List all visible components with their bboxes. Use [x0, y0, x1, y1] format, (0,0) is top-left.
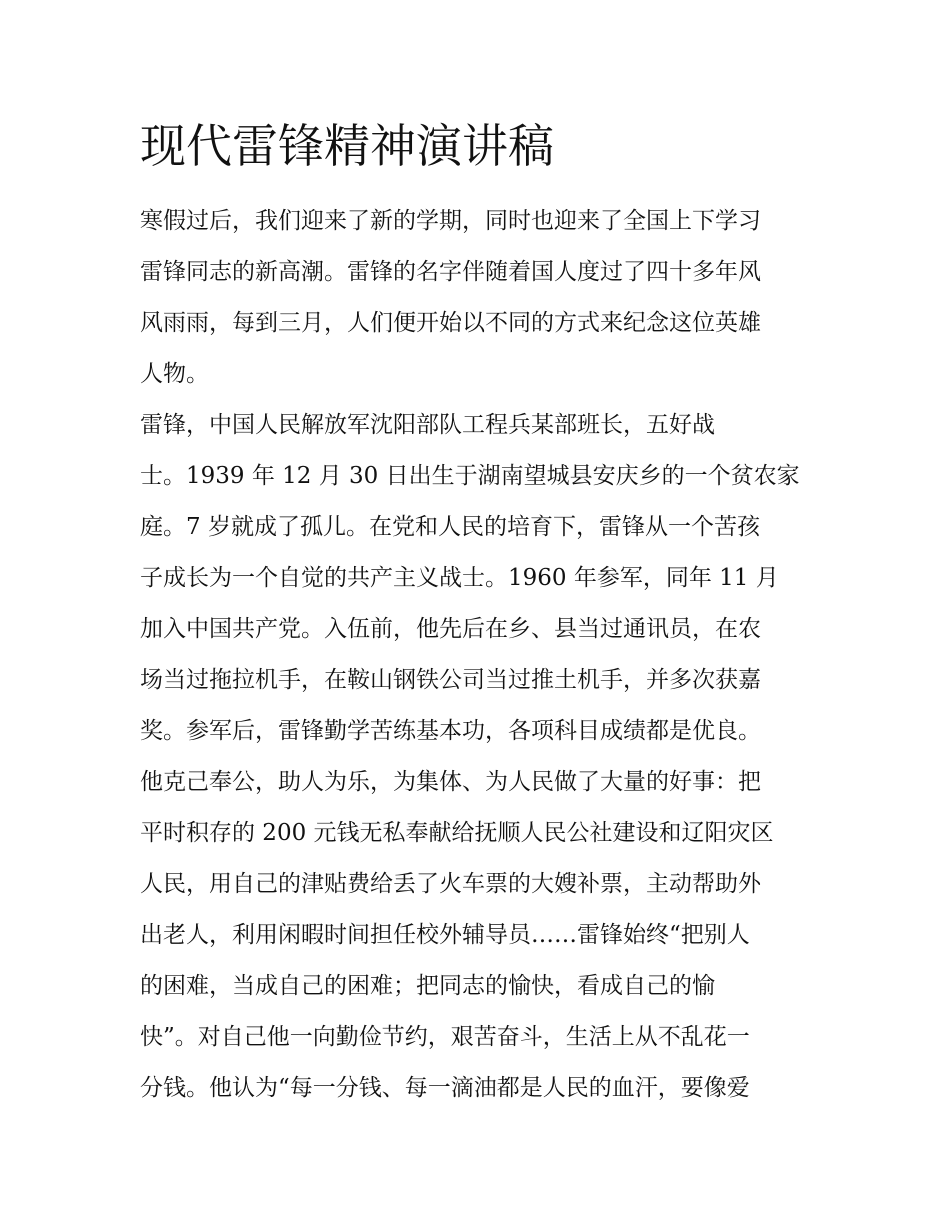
text-line: 人民，用自己的津贴费给丢了火车票的大嫂补票，主动帮助外 — [140, 871, 761, 897]
text-line: 士。1939 年 12 月 30 日出生于湖南望城县安庆乡的一个贫农家 — [140, 463, 800, 489]
text-line: 子成长为一个自觉的共产主义战士。1960 年参军，同年 11 月 — [140, 565, 779, 591]
text-line: 风雨雨，每到三月，人们便开始以不同的方式来纪念这位英雄 — [140, 310, 761, 336]
text-line: 出老人，利用闲暇时间担任校外辅导员……雷锋始终“把别人 — [140, 922, 750, 948]
text-line: 快”。对自己他一向勤俭节约，艰苦奋斗，生活上从不乱花一 — [140, 1024, 750, 1050]
document-title: 现代雷锋精神演讲稿 — [140, 119, 554, 173]
text-line: 场当过拖拉机手，在鞍山钢铁公司当过推土机手，并多次获嘉 — [140, 667, 761, 693]
text-line: 雷锋同志的新高潮。雷锋的名字伴随着国人度过了四十多年风 — [140, 259, 761, 285]
text-line: 分钱。他认为“每一分钱、每一滴油都是人民的血汗，要像爱 — [140, 1075, 750, 1101]
text-line: 平时积存的 200 元钱无私奉献给抚顺人民公社建设和辽阳灾区 — [140, 820, 774, 846]
text-line: 人物。 — [140, 361, 209, 387]
text-line: 的困难，当成自己的困难；把同志的愉快，看成自己的愉 — [140, 973, 715, 999]
text-line: 寒假过后，我们迎来了新的学期，同时也迎来了全国上下学习 — [140, 208, 761, 234]
text-line: 庭。7 岁就成了孤儿。在党和人民的培育下，雷锋从一个苦孩 — [140, 514, 760, 540]
text-line: 他克己奉公，助人为乐，为集体、为人民做了大量的好事：把 — [140, 769, 761, 795]
document-body — [140, 196, 812, 1114]
text-line: 奖。参军后，雷锋勤学苦练基本功，各项科目成绩都是优良。 — [140, 718, 761, 744]
text-line: 雷锋，中国人民解放军沈阳部队工程兵某部班长，五好战 — [140, 412, 715, 438]
text-line: 加入中国共产党。入伍前，他先后在乡、县当过通讯员，在农 — [140, 616, 761, 642]
